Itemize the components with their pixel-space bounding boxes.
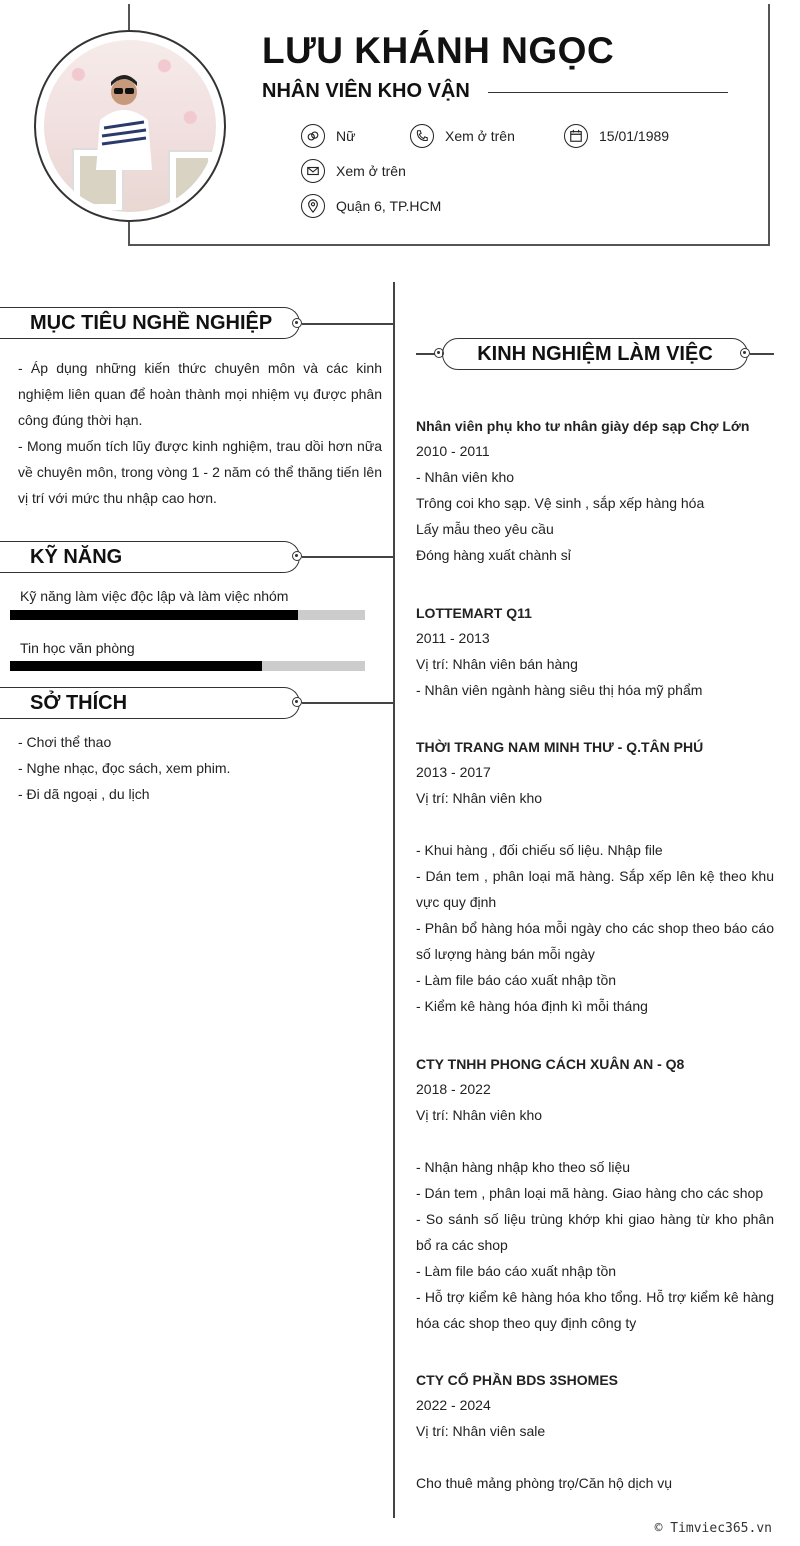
connector-dot (292, 318, 302, 328)
skills-heading (0, 541, 300, 573)
job-detail-line: - Kiểm kê hàng hóa định kì mỗi tháng (416, 998, 648, 1014)
job-detail-line: - Nhân viên kho (416, 469, 515, 485)
experience-item (416, 1368, 774, 1496)
connector-line (302, 556, 393, 558)
experience-item (416, 601, 774, 703)
job-detail-line: - Dán tem , phân loại mã hàng. Sắp xếp lên kệ theo khu vực quy định (416, 868, 774, 910)
job-detail-line (416, 811, 774, 837)
hobbies-list (18, 729, 378, 807)
job-detail-line: Vị trí: Nhân viên bán hàng (416, 656, 578, 672)
job-detail-line: Trông coi kho sạp. Vệ sinh , sắp xếp hàng hóa (416, 495, 705, 511)
gender-icon (301, 124, 325, 148)
job-detail-line: Vị trí: Nhân viên kho (416, 790, 543, 806)
avatar (44, 40, 216, 212)
objective-text (18, 355, 382, 511)
company-name: THỜI TRANG NAM MINH THƯ - Q.TÂN PHÚ (416, 739, 704, 755)
hobby-item: - Nghe nhạc, đọc sách, xem phim. (18, 760, 231, 776)
job-detail-line: Đóng hàng xuất chành sỉ (416, 547, 571, 563)
phone-text: Xem ở trên (445, 128, 515, 144)
skills-title: KỸ NĂNG (30, 545, 123, 568)
job-detail-line: - Hỗ trợ kiểm kê hàng hóa kho tổng. Hỗ trợ kiểm kê hàng hóa các shop theo quy định công ty (416, 1289, 774, 1331)
phone-icon (410, 124, 434, 148)
job-detail-line: - Dán tem , phân loại mã hàng. Giao hàng cho các shop (416, 1185, 764, 1201)
objective-line: - Mong muốn tích lũy được kinh nghiệm, trau dồi hơn nữa về chuyên môn, trong vòng 1 - 2 năm có thể thăng tiến lên vị trí với mức thu nhập cao hơn. (18, 438, 382, 506)
objective-heading (0, 307, 300, 339)
gender-text: Nữ (336, 128, 356, 144)
calendar-icon (564, 124, 588, 148)
skill-bar-fill (10, 610, 298, 620)
experience-item (416, 414, 774, 568)
work-period: 2010 - 2011 (416, 443, 490, 459)
connector-dot (292, 697, 302, 707)
job-detail-line: - Nhân viên ngành hàng siêu thị hóa mỹ phẩm (416, 682, 703, 698)
objective-line: - Áp dụng những kiến thức chuyên môn và các kinh nghiệm liên quan để hoàn thành mọi nhiệm vụ được phân công đúng thời hạn. (18, 360, 382, 428)
experience-heading (442, 338, 748, 370)
email-info (301, 159, 406, 183)
skill-bar (10, 661, 365, 671)
connector-dot (292, 551, 302, 561)
connector-line (302, 702, 393, 704)
job-title: NHÂN VIÊN KHO VẬN (262, 80, 470, 102)
objective-title: MỤC TIÊU NGHỀ NGHIỆP (30, 311, 273, 334)
experience-title: KINH NGHIỆM LÀM VIỆC (477, 342, 713, 365)
experience-item (416, 1052, 774, 1336)
email-text: Xem ở trên (336, 163, 406, 179)
copyright-footer: © Timviec365.vn (654, 1521, 772, 1536)
skill-bar (10, 610, 365, 620)
job-detail-line (416, 1128, 774, 1154)
mail-icon (301, 159, 325, 183)
hobby-item: - Đi dã ngoại , du lịch (18, 786, 150, 802)
person-photo (94, 70, 154, 170)
skill-label: Tin học văn phòng (20, 640, 135, 656)
birthday-text: 15/01/1989 (599, 128, 670, 144)
column-divider (393, 282, 395, 1518)
job-detail-line: Vị trí: Nhân viên sale (416, 1423, 546, 1439)
experience-item (416, 735, 774, 1019)
company-name: LOTTEMART Q11 (416, 605, 532, 621)
address-text: Quận 6, TP.HCM (336, 198, 442, 214)
job-detail-line: - Phân bổ hàng hóa mỗi ngày cho các shop theo báo cáo số lượng hàng bán mỗi ngày (416, 920, 774, 962)
location-pin-icon (301, 194, 325, 218)
job-detail-line (416, 1444, 774, 1470)
connector-line (302, 323, 393, 325)
hobby-item: - Chơi thể thao (18, 734, 112, 750)
skill-label: Kỹ năng làm việc độc lập và làm việc nhóm (20, 588, 289, 604)
divider (488, 92, 728, 93)
job-detail-line: Lấy mẫu theo yêu cầu (416, 521, 554, 537)
job-detail-line: - Làm file báo cáo xuất nhập tồn (416, 972, 617, 988)
job-detail-line: - Nhận hàng nhập kho theo số liệu (416, 1159, 631, 1175)
company-name: CTY CỔ PHẦN BDS 3SHOMES (416, 1372, 618, 1388)
job-detail-line: - Làm file báo cáo xuất nhập tồn (416, 1263, 617, 1279)
connector-line (750, 353, 774, 355)
work-period: 2022 - 2024 (416, 1397, 491, 1413)
gender-info (301, 124, 355, 148)
company-name: Nhân viên phụ kho tư nhân giày dép sạp Chợ Lớn (416, 418, 750, 434)
hobbies-heading (0, 687, 300, 719)
company-name: CTY TNHH PHONG CÁCH XUÂN AN - Q8 (416, 1056, 685, 1072)
job-detail-line: - So sánh số liệu trùng khớp khi giao hàng từ kho phân bổ ra các shop (416, 1211, 774, 1253)
connector-dot (740, 348, 750, 358)
avatar-ring (34, 30, 226, 222)
address-info (301, 194, 441, 218)
hobbies-title: SỞ THÍCH (30, 691, 128, 714)
skill-bar-fill (10, 661, 262, 671)
candidate-name: LƯU KHÁNH NGỌC (262, 30, 615, 71)
work-period: 2013 - 2017 (416, 764, 491, 780)
phone-info (410, 124, 515, 148)
work-period: 2011 - 2013 (416, 630, 490, 646)
job-detail-line: Vị trí: Nhân viên kho (416, 1107, 543, 1123)
job-detail-line: - Khui hàng , đối chiếu số liệu. Nhập file (416, 842, 663, 858)
job-detail-line: Cho thuê mảng phòng trọ/Căn hộ dịch vụ (416, 1475, 673, 1491)
work-period: 2018 - 2022 (416, 1081, 491, 1097)
birthday-info (564, 124, 669, 148)
